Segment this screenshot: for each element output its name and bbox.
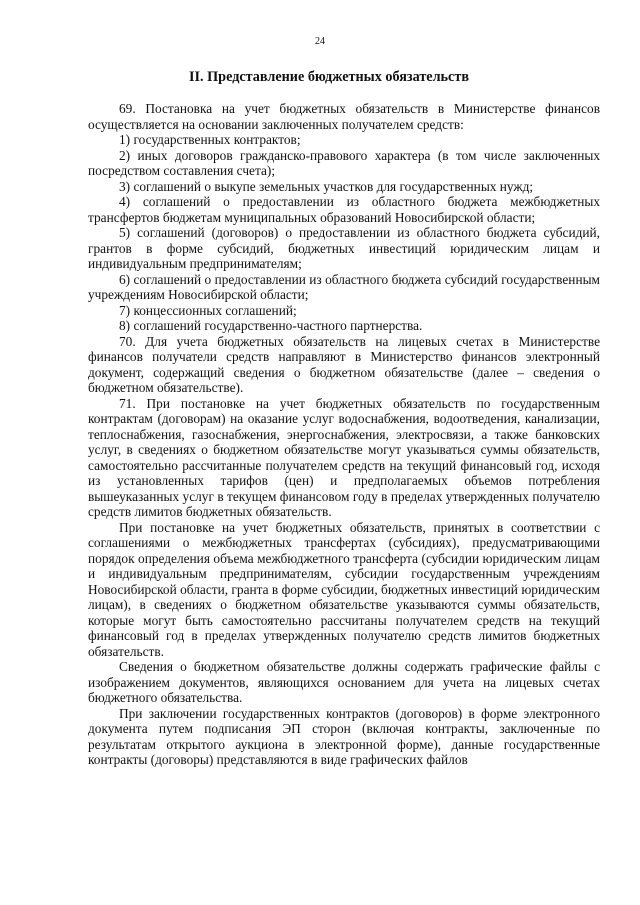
paragraph-69: 69. Постановка на учет бюджетных обязательств в Министерстве финансов осуществляется на основании заключенных получателем средств: bbox=[88, 101, 600, 132]
list-item-2: 2) иных договоров гражданско-правового характера (в том числе заключенных посредством составления счета); bbox=[88, 147, 600, 178]
section-title: II. Представление бюджетных обязательств bbox=[189, 69, 469, 85]
paragraph-70: 70. Для учета бюджетных обязательств на лицевых счетах в Министерстве финансов получатели средств направляют в Министерство финансов электронный документ, содержащий сведения о бюджетном обязательстве (далее – сведения о бюджетном обязательстве). bbox=[88, 333, 600, 395]
list-item-4: 4) соглашений о предоставлении из областного бюджета межбюджетных трансфертов бюджетам муниципальных образований Новосибирской области; bbox=[88, 194, 600, 225]
list-item-7: 7) концессионных соглашений; bbox=[119, 302, 297, 318]
list-item-8: 8) соглашений государственно-частного партнерства. bbox=[119, 318, 423, 333]
list-item-5: 5) соглашений (договоров) о предоставлении из областного бюджета субсидий, грантов в форме субсидий, бюджетных инвестиций юридическим лицам и индивидуальным предпринимателям; bbox=[88, 225, 600, 271]
paragraph-graphic-files: Сведения о бюджетном обязательстве должны содержать графические файлы с изображением документов, являющихся основанием для учета на лицевых счетах бюджетного обязательства. bbox=[88, 659, 600, 705]
list-item-1: 1) государственных контрактов; bbox=[119, 132, 301, 147]
document-body bbox=[88, 101, 600, 768]
paragraph-electronic-contracts: При заключении государственных контрактов (договоров) в форме электронного документа путем подписания ЭП сторон (включая контракты, заключенные по результатам открытого аукциона в электронной форме), данные государственные контракты (договоры) представляются в виде графических файлов bbox=[88, 705, 600, 767]
paragraph-71-subsidies: При постановке на учет бюджетных обязательств, принятых в соответствии с соглашениями о межбюджетных трансфертах (субсидиях), предусматривающими порядок определения объема межбюджетного трансферта (субсидии юридическим лицам и индивидуальным предпринимателям, субсидии государственным учреждениям Новосибирской области, гранта в форме субсидии, бюджетных инвестиций юридическим лицам), в сведениях о бюджетном обязательстве указываются суммы обязательств, которые могут быть самостоятельно рассчитаны получателем средств на текущий финансовый год в пределах утвержденных получателю средств лимитов бюджетных обязательств. bbox=[88, 519, 600, 659]
page-number: 24 bbox=[315, 36, 325, 47]
list-item-3: 3) соглашений о выкупе земельных участков для государственных нужд; bbox=[119, 178, 534, 194]
paragraph-71: 71. При постановке на учет бюджетных обязательств по государственным контрактам (договорам) на оказание услуг водоснабжения, водоотведения, канализации, теплоснабжения, газоснабжения, энергоснабжения, электросвязи, а также банковских услуг, в сведениях о бюджетном обязательстве могут указываться суммы обязательств, самостоятельно рассчитанные получателем средств на текущий финансовый год, исходя из установленных тарифов (цен) и предполагаемых объемов потребления вышеуказанных услуг в текущем финансовом году в пределах утвержденных получателю средств лимитов бюджетных обязательств. bbox=[88, 395, 600, 519]
list-item-6: 6) соглашений о предоставлении из областного бюджета субсидий государственным учреждениям Новосибирской области; bbox=[88, 271, 600, 302]
